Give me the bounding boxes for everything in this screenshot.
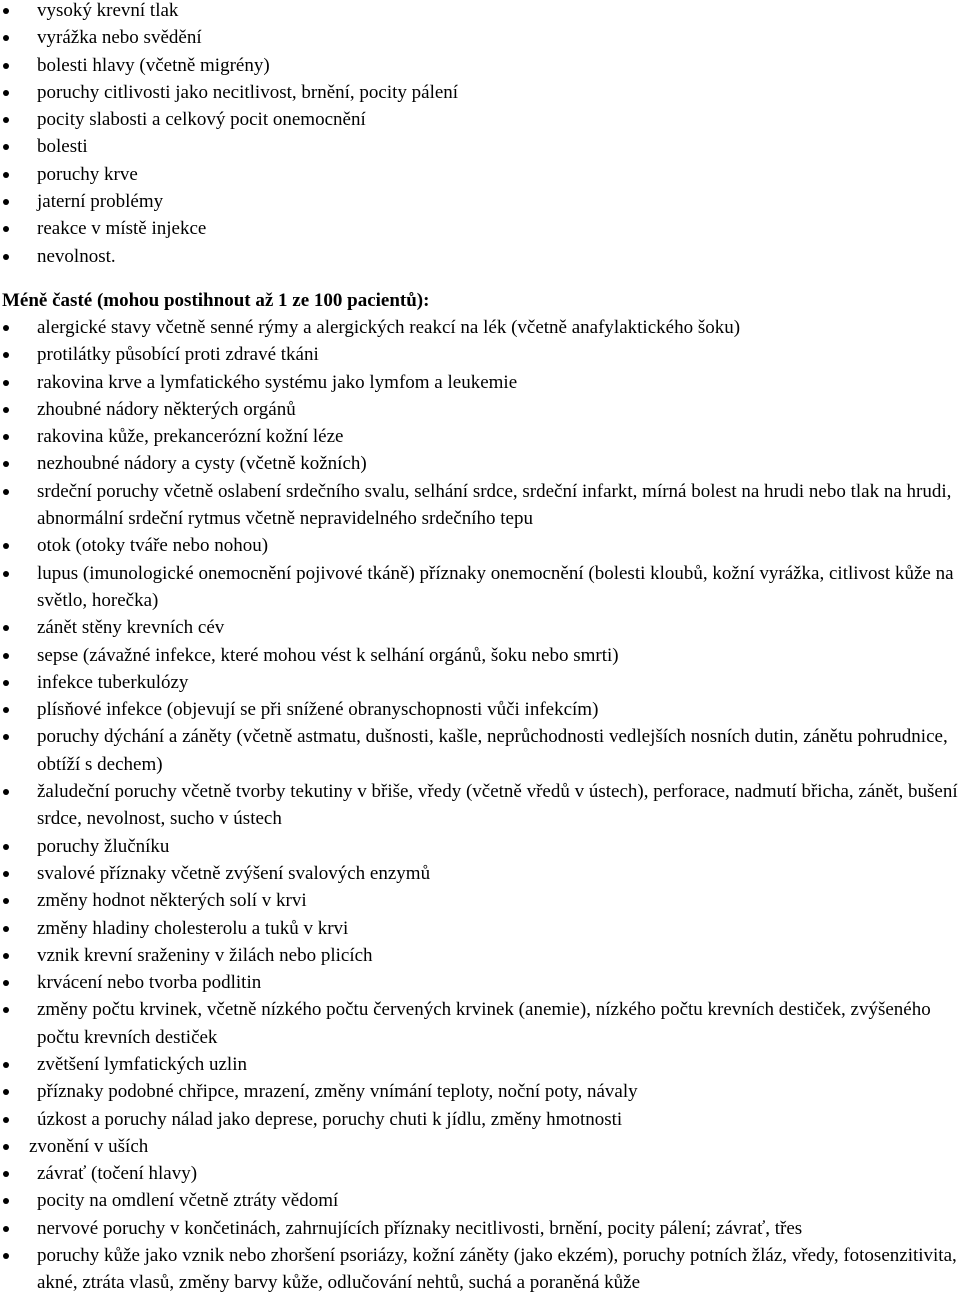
common-side-effects-list: [2, 0, 960, 270]
list-item: závrať (točení hlavy): [2, 1160, 960, 1187]
list-item: jaterní problémy: [2, 188, 960, 215]
list-item: poruchy žlučníku: [2, 833, 960, 860]
list-item: vznik krevní sraženiny v žilách nebo plicích: [2, 942, 960, 969]
list-item: alergické stavy včetně senné rýmy a alergických reakcí na lék (včetně anafylaktického šoku): [2, 314, 960, 341]
list-item: nervové poruchy v končetinách, zahrnujících příznaky necitlivosti, brnění, pocity pálení; závrať, třes: [2, 1215, 960, 1242]
list-item: nezhoubné nádory a cysty (včetně kožních): [2, 450, 960, 477]
list-item: svalové příznaky včetně zvýšení svalových enzymů: [2, 860, 960, 887]
list-item: změny hladiny cholesterolu a tuků v krvi: [2, 915, 960, 942]
list-item: žaludeční poruchy včetně tvorby tekutiny v břiše, vředy (včetně vředů v ústech), perforace, nadmutí břicha, zánět, bušení srdce, nevolnost, sucho v ústech: [2, 778, 960, 833]
list-item: infekce tuberkulózy: [2, 669, 960, 696]
list-item: příznaky podobné chřipce, mrazení, změny vnímání teploty, noční poty, návaly: [2, 1078, 960, 1105]
list-item: poruchy dýchání a záněty (včetně astmatu, dušnosti, kašle, neprůchodnosti vedlejších nosních dutin, zánětu pohrudnice, obtíží s dechem): [2, 723, 960, 778]
list-item: protilátky působící proti zdravé tkáni: [2, 341, 960, 368]
list-item: nevolnost.: [2, 243, 960, 270]
list-item: zvětšení lymfatických uzlin: [2, 1051, 960, 1078]
list-item: poruchy kůže jako vznik nebo zhoršení psoriázy, kožní záněty (jako ekzém), poruchy potních žláz, vředy, fotosenzitivita, akné, ztráta vlasů, změny barvy kůže, odlučování nehtů, suchá a poraněná kůže: [2, 1242, 960, 1297]
list-item: sepse (závažné infekce, které mohou vést k selhání orgánů, šoku nebo smrti): [2, 642, 960, 669]
uncommon-side-effects-list: [2, 314, 960, 1297]
list-item: poruchy krve: [2, 161, 960, 188]
list-item: vysoký krevní tlak: [2, 0, 960, 24]
list-item: rakovina kůže, prekancerózní kožní léze: [2, 423, 960, 450]
list-item: otok (otoky tváře nebo nohou): [2, 532, 960, 559]
list-item: pocity slabosti a celkový pocit onemocnění: [2, 106, 960, 133]
list-item: zánět stěny krevních cév: [2, 614, 960, 641]
list-item: bolesti hlavy (včetně migrény): [2, 52, 960, 79]
list-item: reakce v místě injekce: [2, 215, 960, 242]
uncommon-section-heading: Méně časté (mohou postihnout až 1 ze 100 pacientů):: [2, 289, 430, 311]
list-item: vyrážka nebo svědění: [2, 24, 960, 51]
list-item: plísňové infekce (objevují se při snížené obranyschopnosti vůči infekcím): [2, 696, 960, 723]
list-item: lupus (imunologické onemocnění pojivové tkáně) příznaky onemocnění (bolesti kloubů, kožní vyrážka, citlivost kůže na světlo, horečka): [2, 560, 960, 615]
list-item: zvonění v uších: [2, 1133, 960, 1160]
list-item: srdeční poruchy včetně oslabení srdečního svalu, selhání srdce, srdeční infarkt, mírná bolest na hrudi nebo tlak na hrudi, abnormální srdeční rytmus včetně nepravidelného srdečního tepu: [2, 478, 960, 533]
list-item: zhoubné nádory některých orgánů: [2, 396, 960, 423]
list-item: krvácení nebo tvorba podlitin: [2, 969, 960, 996]
list-item: pocity na omdlení včetně ztráty vědomí: [2, 1187, 960, 1214]
list-item: změny hodnot některých solí v krvi: [2, 887, 960, 914]
list-item: úzkost a poruchy nálad jako deprese, poruchy chuti k jídlu, změny hmotnosti: [2, 1106, 960, 1133]
list-item: změny počtu krvinek, včetně nízkého počtu červených krvinek (anemie), nízkého počtu krevních destiček, zvýšeného počtu krevních destiček: [2, 996, 960, 1051]
list-item: poruchy citlivosti jako necitlivost, brnění, pocity pálení: [2, 79, 960, 106]
list-item: bolesti: [2, 133, 960, 160]
list-item: rakovina krve a lymfatického systému jako lymfom a leukemie: [2, 369, 960, 396]
